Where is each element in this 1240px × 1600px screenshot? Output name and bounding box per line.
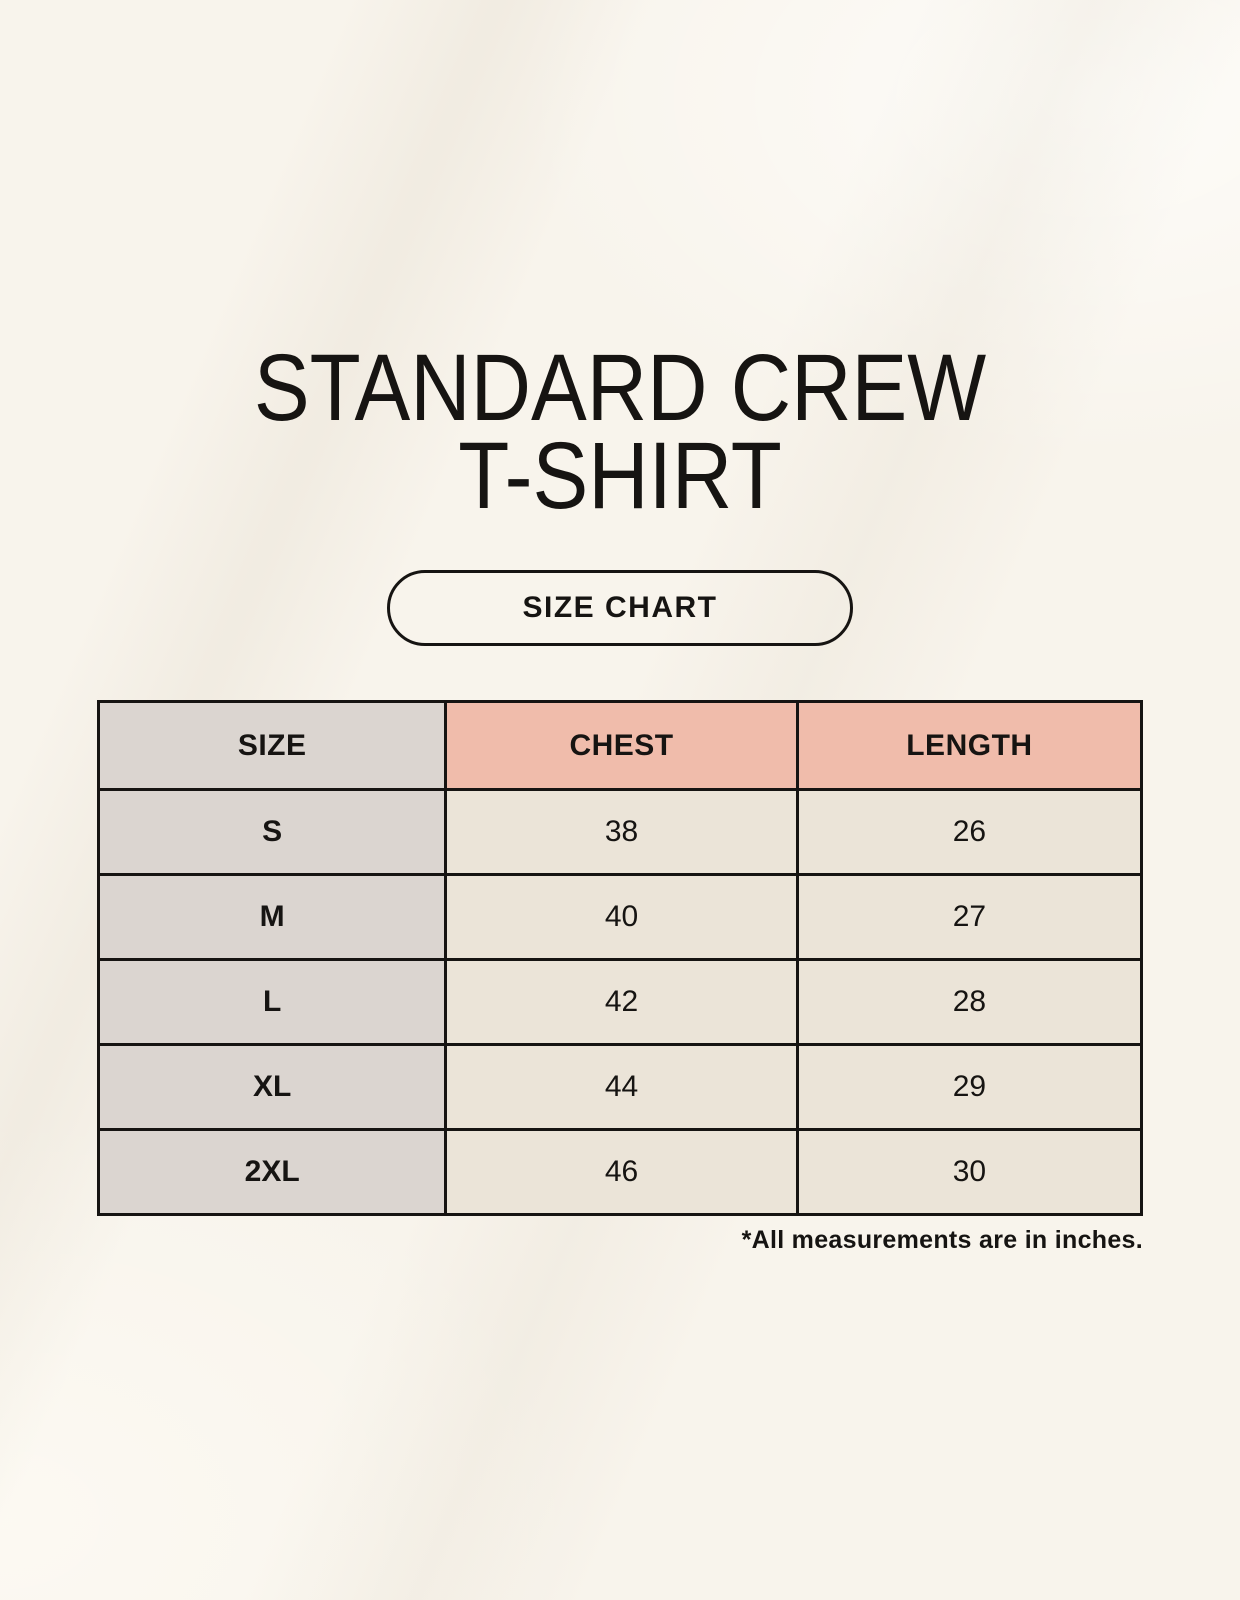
- page-title: [74, 335, 1165, 529]
- chest-cell: 42: [446, 960, 797, 1045]
- column-header-chest: CHEST: [446, 702, 797, 790]
- length-cell: 28: [797, 960, 1141, 1045]
- chest-cell: 46: [446, 1130, 797, 1215]
- table-header-row: [99, 702, 1142, 790]
- table-row: [99, 1045, 1142, 1130]
- column-header-size: SIZE: [99, 702, 446, 790]
- table-row: [99, 875, 1142, 960]
- size-cell: XL: [99, 1045, 446, 1130]
- size-cell: M: [99, 875, 446, 960]
- chest-cell: 38: [446, 790, 797, 875]
- chest-cell: 40: [446, 875, 797, 960]
- size-chart-table: [97, 700, 1143, 1216]
- column-header-length: LENGTH: [797, 702, 1141, 790]
- size-cell: S: [99, 790, 446, 875]
- page-title-line1: STANDARD CREW: [253, 335, 987, 441]
- size-cell: L: [99, 960, 446, 1045]
- length-cell: 30: [797, 1130, 1141, 1215]
- chest-cell: 44: [446, 1045, 797, 1130]
- measurements-footnote: *All measurements are in inches.: [741, 1226, 1143, 1254]
- length-cell: 27: [797, 875, 1141, 960]
- page-title-line2: T-SHIRT: [458, 423, 782, 529]
- table-row: [99, 960, 1142, 1045]
- size-cell: 2XL: [99, 1130, 446, 1215]
- table-row: [99, 1130, 1142, 1215]
- length-cell: 26: [797, 790, 1141, 875]
- size-chart-button-label: SIZE CHART: [522, 591, 718, 624]
- table-row: [99, 790, 1142, 875]
- length-cell: 29: [797, 1045, 1141, 1130]
- size-chart-button[interactable]: [387, 570, 853, 646]
